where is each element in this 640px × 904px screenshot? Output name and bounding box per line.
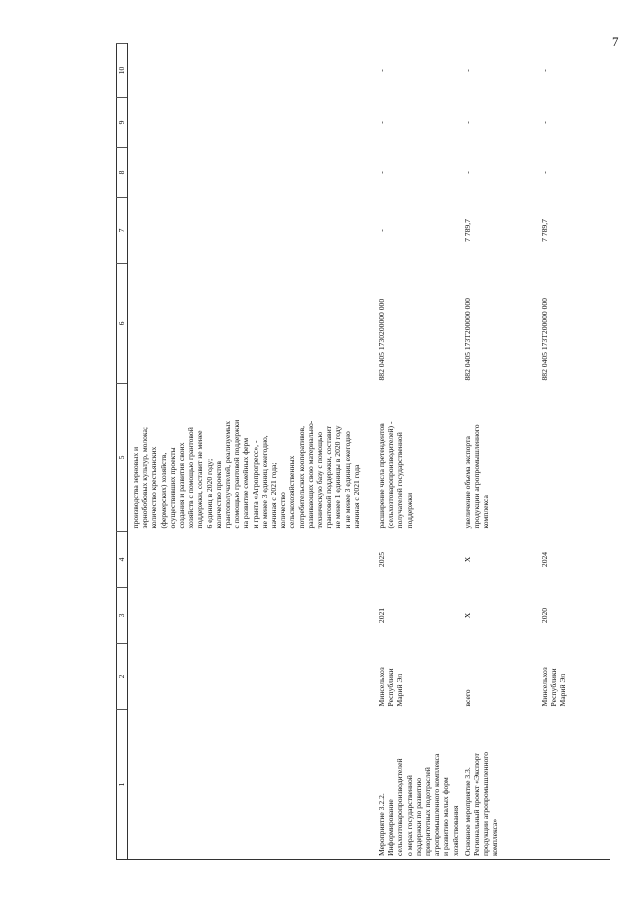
cell-line: и не менее 3 единиц ежегодно — [342, 431, 352, 529]
cell-line: поддержки — [404, 492, 414, 529]
value-col9 — [460, 98, 537, 148]
cell-line: поддержки, составит не менее — [195, 430, 205, 529]
value-col10 — [128, 44, 375, 98]
cell-line: Мероприятие 3.2.2. — [377, 793, 386, 856]
cell-text: 7 789,7 — [539, 219, 549, 242]
cell-text: - — [539, 171, 549, 174]
column-number-row — [117, 44, 128, 860]
cell-text: 882 0405 173T200000 000 — [539, 298, 549, 381]
column-header: 1 — [117, 710, 128, 860]
cell-line: не менее 3 единиц ежегодно, — [259, 435, 269, 529]
value-col8 — [460, 148, 537, 198]
cell-line: сельхозтоваропроизводителей — [395, 758, 405, 856]
cell-line: Республики — [386, 668, 396, 707]
column-header: 9 — [117, 98, 128, 148]
cell-line: количество проектов — [213, 461, 223, 529]
cell-line: Региональный проект «Экспорт — [472, 753, 482, 856]
cell-line: Республики — [549, 668, 559, 707]
cell-line: агропромышленного комплекса — [432, 753, 442, 856]
cell-line: на развитие семейных ферм — [241, 437, 251, 529]
cell-line: количество — [278, 492, 288, 529]
cell-line: количество крестьянских — [149, 446, 159, 529]
column-header: 3 — [117, 588, 128, 644]
cell-line: приоритетных подотраслей — [423, 767, 433, 856]
value-col8 — [537, 148, 610, 198]
column-header: 10 — [117, 44, 128, 98]
value-col7 — [128, 198, 375, 264]
column-header: 8 — [117, 148, 128, 198]
budget-code — [374, 264, 460, 384]
value-col8 — [374, 148, 460, 198]
cell-line: Минсельхоз — [377, 667, 386, 707]
executor — [537, 644, 610, 710]
cell-text: - — [377, 69, 386, 72]
cell-text: 2020 — [539, 607, 549, 624]
cell-text: - — [377, 121, 386, 124]
start-year — [460, 588, 537, 644]
table-row — [128, 44, 375, 860]
cell-line: комплекса» — [490, 818, 500, 856]
expected-result — [537, 384, 610, 532]
start-year — [537, 588, 610, 644]
value-col9 — [128, 98, 375, 148]
cell-line: продукции агропромышленного — [481, 751, 491, 856]
value-col7 — [374, 198, 460, 264]
cell-line: грантовой поддержки, составит — [324, 426, 334, 529]
cell-line: не менее 1 единицы в 2020 году — [333, 425, 343, 529]
column-header: 5 — [117, 384, 128, 532]
measure-name — [460, 710, 537, 860]
cell-text: - — [539, 69, 549, 72]
value-col8 — [128, 148, 375, 198]
end-year — [374, 532, 460, 588]
cell-text: - — [462, 69, 472, 72]
cell-text: X — [462, 612, 472, 619]
budget-code — [537, 264, 610, 384]
cell-line: начиная с 2021 года — [351, 464, 361, 529]
value-col9 — [537, 98, 610, 148]
column-header: 2 — [117, 644, 128, 710]
cell-text: X — [462, 556, 472, 563]
cell-line: осуществивших проекты — [167, 447, 177, 529]
cell-line: грантополучателей, реализуемых — [223, 420, 233, 529]
value-col10 — [460, 44, 537, 98]
cell-text: - — [377, 171, 386, 174]
cell-line: увеличение объема экспорта — [462, 436, 472, 529]
cell-line: хозяйствования — [450, 805, 460, 856]
cell-line: о мерах государственной — [404, 775, 414, 856]
cell-line: 6 единиц в 2020 году; — [204, 458, 214, 529]
table-row — [374, 44, 460, 860]
measure-name — [128, 710, 375, 860]
cell-text: 882 0405 1730200000 000 — [377, 298, 386, 381]
expected-result — [460, 384, 537, 532]
executor — [460, 644, 537, 710]
cell-text: 7 789,7 — [462, 219, 472, 242]
cell-text: всего — [462, 689, 472, 707]
cell-line: Информирование — [386, 799, 396, 856]
cell-line: производства зерновых и — [131, 446, 140, 529]
value-col7 — [460, 198, 537, 264]
cell-line: техническую базу с помощью — [315, 431, 325, 529]
table-row — [537, 44, 610, 860]
cell-text: 2025 — [377, 551, 386, 568]
cell-text: 882 0405 173T200000 000 — [462, 298, 472, 381]
cell-line: и гранта «Агропрогресс», - — [250, 440, 260, 529]
cell-line: Минсельхоз — [539, 667, 549, 707]
cell-line: хозяйств с помощью грантовой — [186, 427, 196, 529]
expected-result — [374, 384, 460, 532]
cell-line: зернобобовых культур, молока; — [140, 427, 150, 529]
cell-line: (фермерских) хозяйств, — [158, 452, 168, 529]
cell-text: 2021 — [377, 607, 386, 624]
cell-line: продукции агропромышленного — [472, 424, 482, 529]
cell-line: получателей государственной — [395, 432, 405, 529]
value-col7 — [537, 198, 610, 264]
cell-text: - — [462, 171, 472, 174]
cell-text: - — [462, 121, 472, 124]
cell-line: развивающих свою материально- — [305, 420, 315, 529]
program-table — [116, 44, 636, 860]
cell-line: Основное мероприятие 3.3. — [462, 767, 472, 856]
cell-line: сельскохозяйственных — [287, 455, 297, 529]
start-year — [128, 588, 375, 644]
measure-name — [537, 710, 610, 860]
budget-code — [460, 264, 537, 384]
budget-code — [128, 264, 375, 384]
measure-name — [374, 710, 460, 860]
expected-result — [128, 384, 375, 532]
cell-line: Марий Эл — [395, 673, 405, 707]
cell-text: - — [377, 229, 386, 232]
end-year — [460, 532, 537, 588]
start-year — [374, 588, 460, 644]
executor — [374, 644, 460, 710]
column-header: 7 — [117, 198, 128, 264]
cell-line: начиная с 2021 года; — [269, 462, 279, 529]
cell-line: расширение числа претендентов — [377, 423, 386, 529]
end-year — [537, 532, 610, 588]
measures-table — [116, 43, 610, 860]
column-header: 6 — [117, 264, 128, 384]
end-year — [128, 532, 375, 588]
cell-text: 2024 — [539, 551, 549, 568]
cell-line: потребительских кооперативов, — [296, 425, 306, 529]
value-col10 — [374, 44, 460, 98]
column-header: 4 — [117, 532, 128, 588]
cell-line: и развитию малых форм — [441, 777, 451, 856]
cell-line: поддержки по развитию — [413, 777, 423, 856]
cell-text: - — [539, 121, 549, 124]
cell-line: создания и развития своих — [177, 442, 187, 529]
cell-line: с помощью грантовой поддержки — [232, 419, 242, 529]
executor — [128, 644, 375, 710]
cell-line: (сельхозтоваропроизводителей) - — [386, 421, 396, 529]
value-col10 — [537, 44, 610, 98]
cell-line: комплекса — [481, 495, 491, 529]
table-row — [460, 44, 537, 860]
value-col9 — [374, 98, 460, 148]
cell-line: Марий Эл — [558, 673, 568, 707]
page-number: 7 — [612, 34, 619, 49]
